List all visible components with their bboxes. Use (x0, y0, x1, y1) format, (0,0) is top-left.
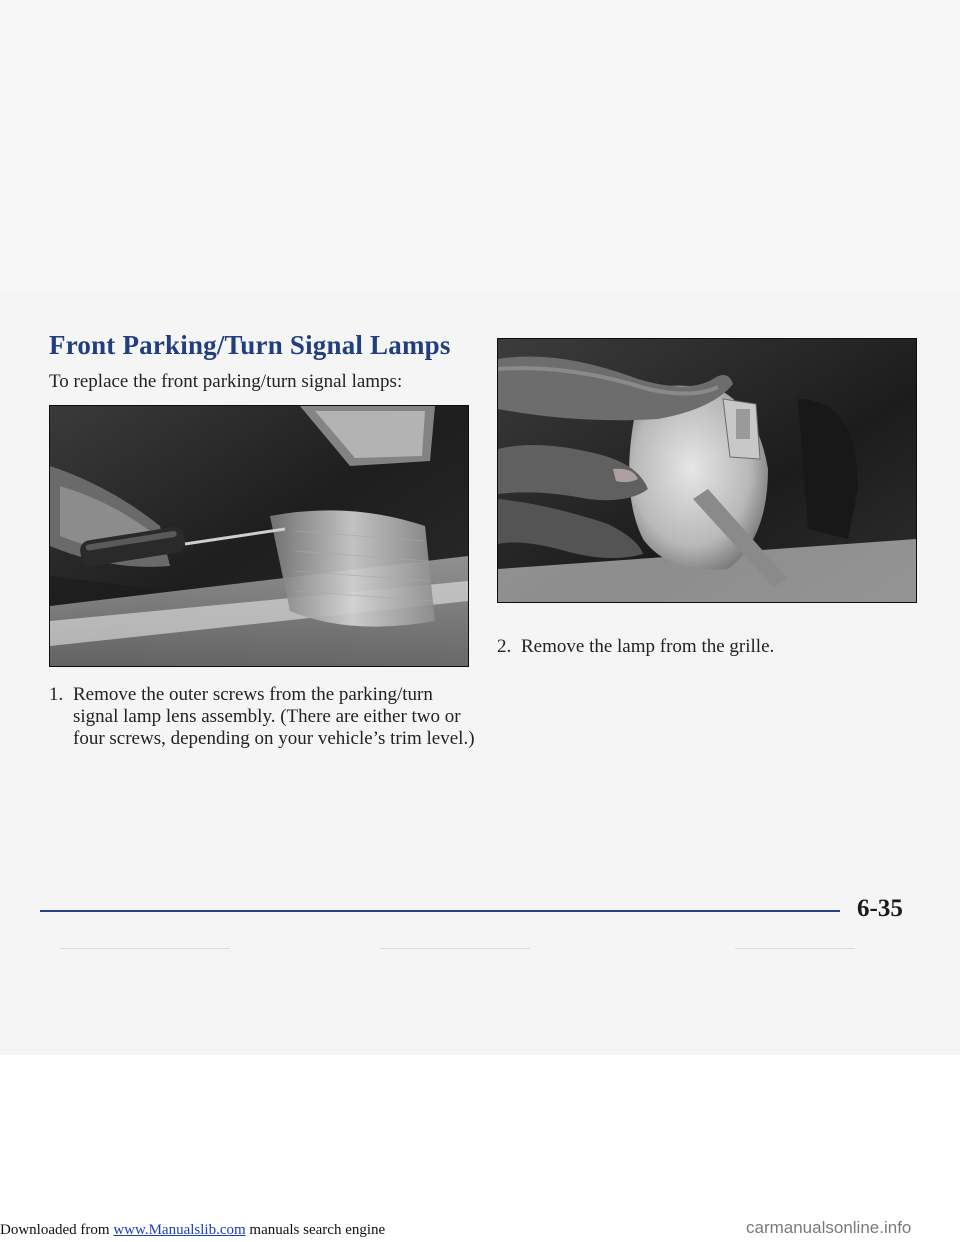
page-number: 6-35 (857, 895, 903, 922)
section-title: Front Parking/Turn Signal Lamps (49, 330, 451, 360)
scan-artifact-line (60, 948, 230, 949)
blank-bottom-area (0, 1055, 960, 1242)
lamp-removal-photo (497, 338, 917, 603)
step-1-text: Remove the outer screws from the parking/turn signal lamp lens assembly. (There are either two or four screws, depending on your vehicle’s trim level.) (73, 684, 475, 749)
intro-text: To replace the front parking/turn signal lamps: (49, 371, 403, 392)
manualslib-link[interactable]: www.Manualslib.com (113, 1222, 246, 1238)
step-1-number: 1. (49, 684, 64, 705)
scan-artifact-line (380, 948, 530, 949)
step-2-text: Remove the lamp from the grille. (521, 636, 775, 657)
download-footer (0, 1222, 385, 1239)
footer-prefix: Downloaded from (0, 1222, 114, 1238)
step-2 (497, 636, 917, 658)
footer-rule (40, 910, 840, 912)
screwdriver-lamp-photo (49, 405, 469, 667)
step-2-number: 2. (497, 636, 512, 657)
hands-removing-lamp-photo-icon (498, 339, 916, 602)
scan-artifact-line (735, 948, 855, 949)
blank-top-area (0, 0, 960, 290)
screwdriver-on-lamp-lens-photo-icon (50, 406, 468, 666)
watermark-text: carmanualsonline.info (746, 1218, 912, 1237)
step-1 (49, 684, 479, 750)
footer-suffix: manuals search engine (245, 1222, 386, 1238)
